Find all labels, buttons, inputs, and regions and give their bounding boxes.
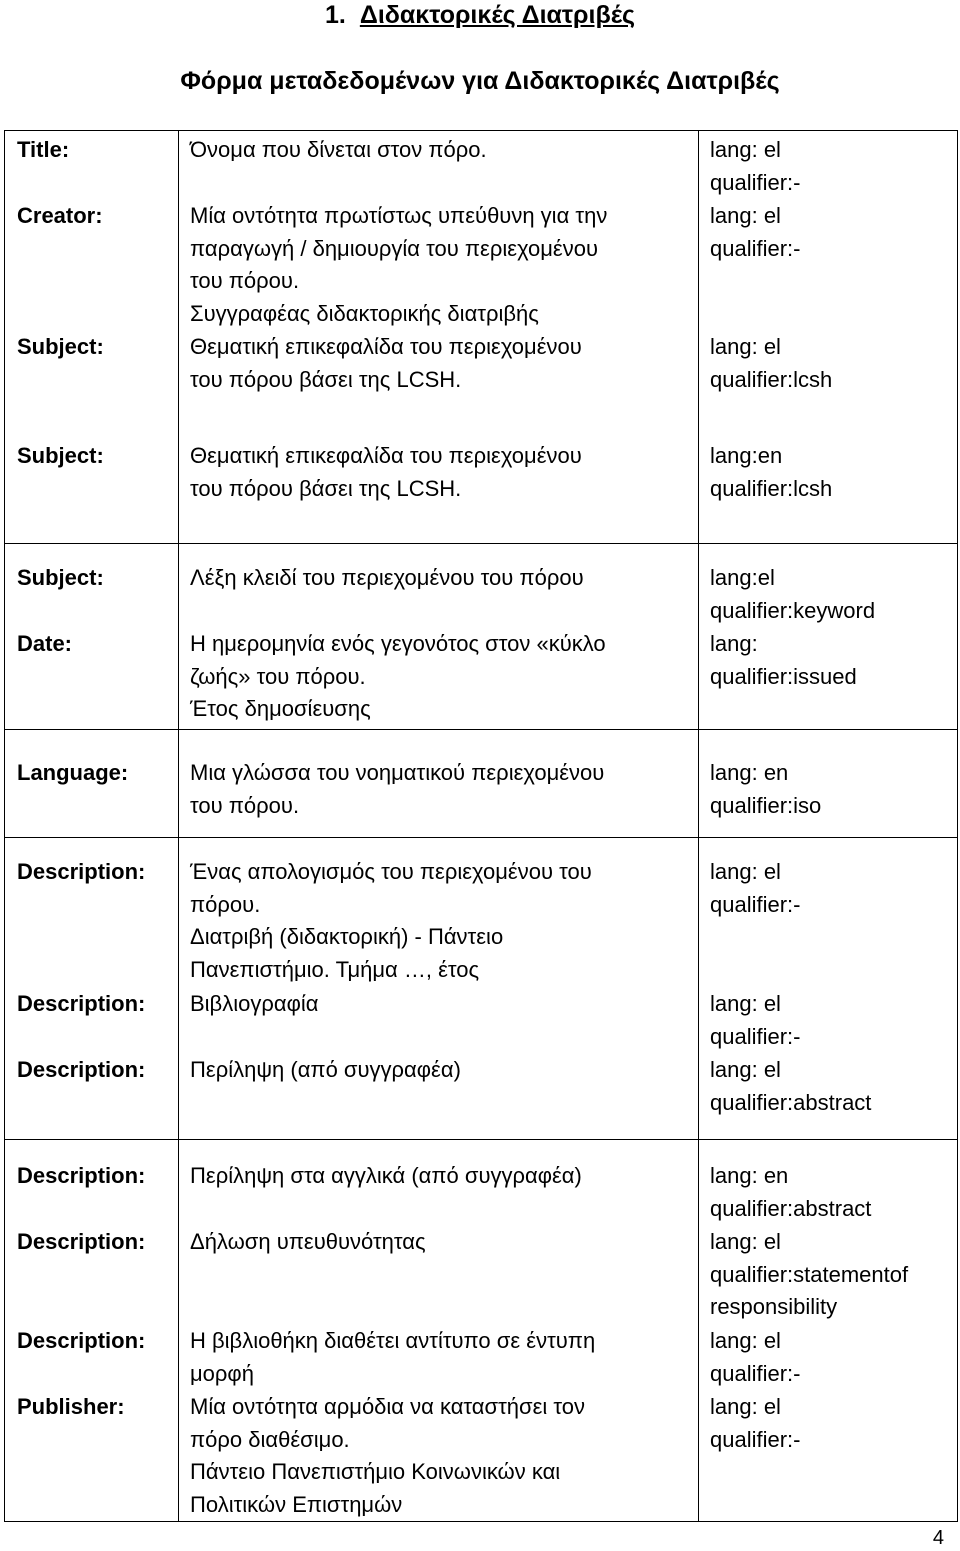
attribute-line: responsibility <box>710 1294 838 1320</box>
field-description <box>190 1391 585 1521</box>
field-name: Description: <box>17 1057 146 1082</box>
description-line: Μια γλώσσα του νοηματικού περιεχομένου <box>190 760 605 785</box>
description-line: Όνομα που δίνεται στον πόρο. <box>190 137 487 162</box>
column-divider <box>178 131 179 1521</box>
field-attributes <box>710 134 800 199</box>
page-number: 4 <box>932 1527 944 1549</box>
attribute-line: qualifier:- <box>710 1023 801 1049</box>
field-attributes <box>710 1325 800 1390</box>
field-name: Description: <box>17 1328 146 1353</box>
field-name: Description: <box>17 1163 146 1188</box>
description-line: Λέξη κλειδί του περιεχομένου του πόρου <box>190 565 584 590</box>
description-line: Πανεπιστήμιο. Τμήμα …, έτος <box>190 956 480 982</box>
attribute-line: lang: <box>710 631 758 656</box>
field-description <box>190 562 584 595</box>
attribute-line: qualifier:iso <box>710 792 822 818</box>
attribute-line: qualifier:- <box>710 891 801 917</box>
description-line: μορφή <box>190 1360 254 1386</box>
description-line: του πόρου βάσει της LCSH. <box>190 366 462 392</box>
description-line: Περίληψη στα αγγλικά (από συγγραφέα) <box>190 1163 582 1188</box>
description-line: ζωής» του πόρου. <box>190 663 366 689</box>
field-name: Subject: <box>17 565 104 590</box>
description-line: Μία οντότητα πρωτίστως υπεύθυνη για την <box>190 203 608 228</box>
field-name: Title: <box>17 137 70 162</box>
field-name: Language: <box>17 760 129 785</box>
field-attributes <box>710 1160 871 1225</box>
description-line: Βιβλιογραφία <box>190 991 319 1016</box>
description-line: Η βιβλιοθήκη διαθέτει αντίτυπο σε έντυπη <box>190 1328 596 1353</box>
attribute-line: lang: el <box>710 1229 781 1254</box>
column-divider <box>698 131 699 1521</box>
attribute-line: lang: el <box>710 1328 781 1353</box>
attribute-line: lang: en <box>710 760 789 785</box>
field-description <box>190 440 582 505</box>
row-separator <box>5 1139 957 1140</box>
attribute-line: lang: el <box>710 203 781 228</box>
field-description <box>190 1325 595 1390</box>
field-description <box>190 757 604 822</box>
field-description <box>190 1226 426 1259</box>
field-description <box>190 988 318 1021</box>
field-name: Publisher: <box>17 1394 125 1419</box>
section-heading <box>0 0 960 30</box>
attribute-line: qualifier:- <box>710 1360 801 1386</box>
description-line: πόρο διαθέσιμο. <box>190 1426 350 1452</box>
field-name: Subject: <box>17 334 104 359</box>
attribute-line: qualifier:abstract <box>710 1195 872 1221</box>
field-name: Description: <box>17 859 146 884</box>
attribute-line: lang: el <box>710 991 781 1016</box>
field-attributes <box>710 757 821 822</box>
field-attributes <box>710 1054 871 1119</box>
description-line: Θεματική επικεφαλίδα του περιεχομένου <box>190 443 582 468</box>
attribute-line: lang: en <box>710 1163 789 1188</box>
attribute-line: qualifier:abstract <box>710 1089 872 1115</box>
description-line: πόρου. <box>190 891 261 917</box>
description-line: Έτος δημοσίευσης <box>190 696 371 722</box>
field-attributes <box>710 331 832 396</box>
description-line: Ένας απολογισμός του περιεχομένου του <box>190 859 592 884</box>
description-line: Η ημερομηνία ενός γεγονότος στον «κύκλο <box>190 631 606 656</box>
field-name: Description: <box>17 991 146 1016</box>
field-name: Creator: <box>17 203 103 228</box>
metadata-table <box>4 130 958 1522</box>
description-line: Διατριβή (διδακτορική) - Πάντειο <box>190 924 504 950</box>
field-attributes <box>710 1226 908 1324</box>
row-separator <box>5 543 957 544</box>
attribute-line: qualifier:- <box>710 169 801 195</box>
description-line: Πάντειο Πανεπιστήμιο Κοινωνικών και <box>190 1459 561 1485</box>
attribute-line: qualifier:- <box>710 235 801 261</box>
description-line: Συγγραφέας διδακτορικής διατριβής <box>190 300 539 326</box>
attribute-line: qualifier:- <box>710 1426 801 1452</box>
attribute-line: qualifier:lcsh <box>710 366 833 392</box>
field-attributes <box>710 988 800 1053</box>
attribute-line: lang: el <box>710 1057 781 1082</box>
attribute-line: lang: el <box>710 1394 781 1419</box>
description-line: παραγωγή / δημιουργία του περιεχομένου <box>190 235 599 261</box>
section-title: Διδακτορικές Διατριβές <box>359 1 636 29</box>
attribute-line: lang:el <box>710 565 775 590</box>
attribute-line: lang: el <box>710 859 781 884</box>
attribute-line: lang:en <box>710 443 783 468</box>
description-line: Μία οντότητα αρμόδια να καταστήσει τον <box>190 1394 586 1419</box>
field-attributes <box>710 440 832 505</box>
description-line: του πόρου. <box>190 792 300 818</box>
description-line: Δήλωση υπευθυνότητας <box>190 1229 426 1254</box>
attribute-line: lang: el <box>710 137 781 162</box>
field-name: Date: <box>17 631 73 656</box>
form-title: Φόρμα μεταδεδομένων για Διδακτορικές Διατριβές <box>180 67 780 95</box>
description-line: του πόρου. <box>190 268 300 294</box>
description-line: Πολιτικών Επιστημών <box>190 1491 403 1517</box>
attribute-line: qualifier:statementof <box>710 1261 909 1287</box>
field-name: Subject: <box>17 443 104 468</box>
attribute-line: qualifier:issued <box>710 663 857 689</box>
attribute-line: qualifier:keyword <box>710 597 876 623</box>
field-attributes <box>710 1391 800 1456</box>
description-line: Θεματική επικεφαλίδα του περιεχομένου <box>190 334 582 359</box>
row-separator <box>5 837 957 838</box>
field-name: Description: <box>17 1229 146 1254</box>
attribute-line: qualifier:lcsh <box>710 475 833 501</box>
field-description <box>190 134 487 167</box>
description-line: του πόρου βάσει της LCSH. <box>190 475 462 501</box>
description-line: Περίληψη (από συγγραφέα) <box>190 1057 461 1082</box>
field-attributes <box>710 200 800 265</box>
field-description <box>190 856 592 986</box>
field-description <box>190 200 607 330</box>
field-attributes <box>710 628 857 693</box>
field-attributes <box>710 562 875 627</box>
attribute-line: lang: el <box>710 334 781 359</box>
row-separator <box>5 729 957 730</box>
field-attributes <box>710 856 800 921</box>
field-description <box>190 1160 582 1193</box>
section-number: 1. <box>324 1 346 29</box>
field-description <box>190 1054 461 1087</box>
field-description <box>190 331 582 396</box>
field-description <box>190 628 606 726</box>
